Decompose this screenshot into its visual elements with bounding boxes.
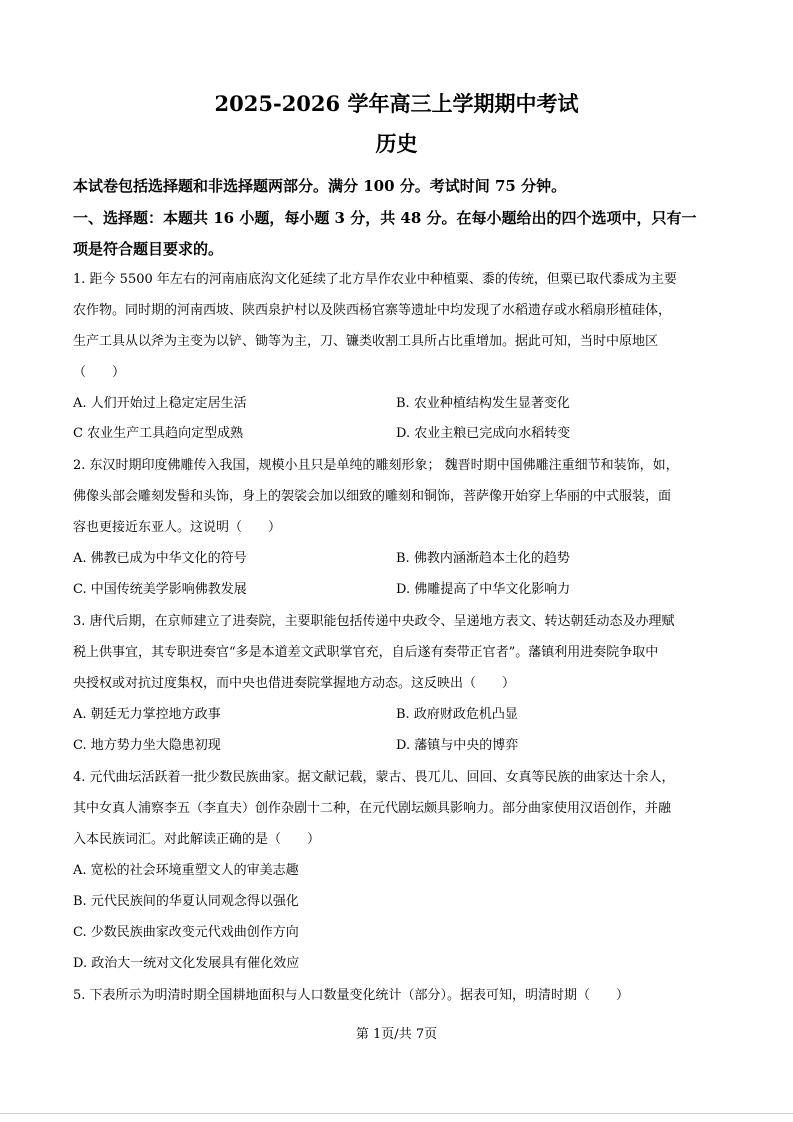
question-2-option-b: B. 佛教内涵渐趋本土化的趋势	[396, 551, 570, 566]
question-1-line-1: 1. 距今 5500 年左右的河南庙底沟文化延续了北方旱作农业中种植粟、黍的传统，但粟已取代黍成为主要	[73, 272, 677, 287]
exam-title: 2025-2026 学年高三上学期期中考试	[214, 91, 579, 116]
question-1-line-3: 生产工具从以斧为主变为以铲、锄等为主，刀、镰类收割工具所占比重增加。据此可知，当时中原地区	[73, 334, 659, 349]
page-number: 第 1页/共 7页	[355, 1027, 438, 1042]
question-1-answer-blank: （ ）	[73, 365, 126, 380]
question-3-option-c: C. 地方势力坐大隐患初现	[73, 738, 221, 753]
question-2-line-3: 容也更接近东亚人。这说明（ ）	[73, 520, 282, 535]
question-3-option-d: D. 藩镇与中央的博弈	[396, 738, 519, 753]
question-1-option-c: C 农业生产工具趋向定型成熟	[73, 426, 244, 441]
question-4-option-a: A. 宽松的社会环境重塑文人的审美志趣	[73, 863, 299, 878]
question-4-option-c: C. 少数民族曲家改变元代戏曲创作方向	[73, 925, 299, 940]
question-4-line-2: 其中女真人浦察李五（李直夫）创作杂剧十二种，在元代剧坛颇具影响力。部分曲家使用汉语创作，并融	[73, 801, 672, 816]
question-3-option-b: B. 政府财政危机凸显	[396, 707, 518, 722]
subject-title: 历史	[375, 131, 418, 156]
question-3-line-3: 央授权或对抗过度集权，而中央也借进奏院掌握地方动态。这反映出（ ）	[73, 676, 516, 691]
question-3-line-2: 税上供事宜，其专职进奏官“多是本道差文武职掌官充，自后遂有奏带正官者”。藩镇利用进奏院争取中	[73, 645, 659, 660]
question-2-line-2: 佛像头部会雕刻发髻和头饰，身上的袈裟会加以细致的雕刻和铜饰，菩萨像开始穿上华丽的中式服装，面	[73, 489, 672, 504]
question-2-option-d: D. 佛雕提高了中华文化影响力	[396, 582, 571, 597]
question-1-option-a: A. 人们开始过上稳定定居生活	[73, 396, 247, 411]
section-heading-line-2: 项是符合题目要求的。	[73, 240, 224, 258]
question-4-line-1: 4. 元代曲坛活跃着一批少数民族曲家。据文献记载，蒙古、畏兀儿、回回、女真等民族的曲家达十余人，	[73, 770, 675, 785]
question-3-option-a: A. 朝廷无力掌控地方政事	[73, 707, 221, 722]
section-heading-line-1: 一、选择题：本题共 16 小题，每小题 3 分，共 48 分。在每小题给出的四个选项中，只有一	[73, 209, 697, 227]
page-bottom-divider	[0, 1113, 793, 1114]
question-4-option-d: D. 政治大一统对文化发展具有催化效应	[73, 956, 300, 971]
question-1-option-d: D. 农业主粮已完成向水稻转变	[396, 426, 571, 441]
question-2-line-1: 2. 东汉时期印度佛雕传入我国，规模小且只是单纯的雕刻形象； 魏晋时期中国佛雕注重细节和装饰，如，	[73, 458, 679, 473]
question-4-option-b: B. 元代民族间的华夏认同观念得以强化	[73, 894, 299, 909]
question-5-line-1: 5. 下表所示为明清时期全国耕地面积与人口数量变化统计（部分）。据表可知，明清时期（ ）	[73, 988, 630, 1003]
question-2-option-a: A. 佛教已成为中华文化的符号	[73, 551, 247, 566]
question-2-option-c: C. 中国传统美学影响佛教发展	[73, 582, 247, 597]
exam-intro: 本试卷包括选择题和非选择题两部分。满分 100 分。考试时间 75 分钟。	[73, 177, 567, 195]
question-4-line-3: 入本民族词汇。对此解读正确的是（ ）	[73, 832, 321, 847]
question-1-line-2: 农作物。同时期的河南西坡、陕西泉护村以及陕西杨官寨等遗址中均发现了水稻遗存或水稻扇形植硅体，	[73, 303, 672, 318]
question-1-option-b: B. 农业种植结构发生显著变化	[396, 396, 570, 411]
question-3-line-1: 3. 唐代后期，在京师建立了进奏院，主要职能包括传递中央政令、呈递地方表文、转达朝廷动态及办理赋	[73, 614, 675, 629]
